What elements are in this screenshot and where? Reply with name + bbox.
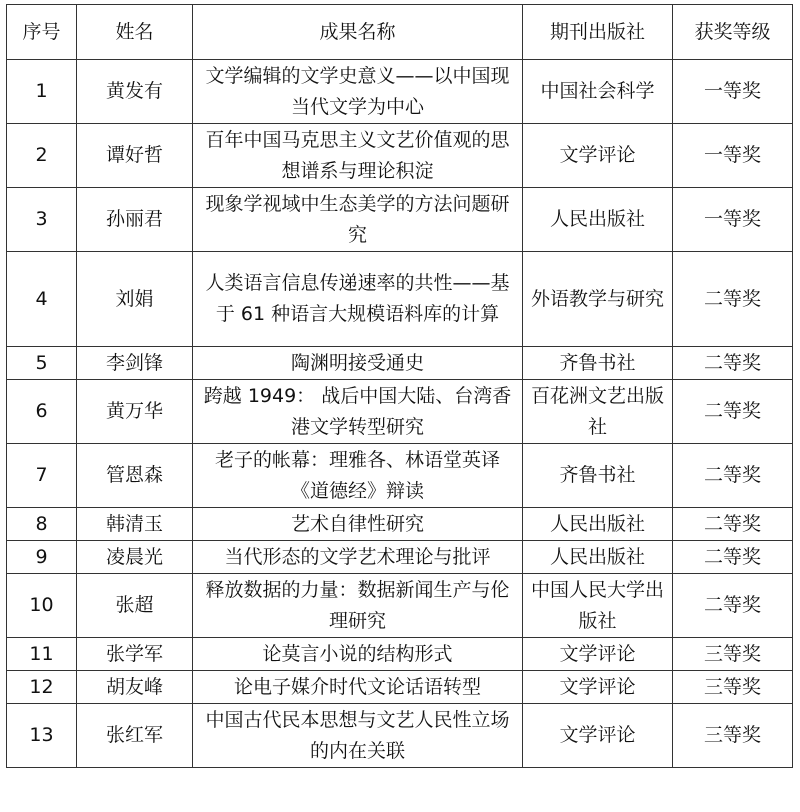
cell-publisher: 人民出版社	[523, 508, 673, 541]
cell-name: 黄万华	[77, 380, 193, 444]
cell-name: 谭好哲	[77, 124, 193, 188]
table-row	[7, 638, 793, 671]
header-name: 姓名	[77, 5, 193, 60]
cell-title: 文学编辑的文学史意义——以中国现当代文学为中心	[193, 60, 523, 124]
cell-no: 3	[7, 188, 77, 252]
awards-table	[6, 4, 793, 768]
cell-level: 三等奖	[673, 704, 793, 768]
table-row	[7, 444, 793, 508]
cell-no: 5	[7, 347, 77, 380]
cell-title: 老子的帐幕：理雅各、林语堂英译《道德经》辩读	[193, 444, 523, 508]
cell-name: 张超	[77, 574, 193, 638]
cell-level: 三等奖	[673, 638, 793, 671]
cell-publisher: 外语教学与研究	[523, 252, 673, 347]
cell-publisher: 中国人民大学出版社	[523, 574, 673, 638]
table-row	[7, 671, 793, 704]
cell-name: 张学军	[77, 638, 193, 671]
cell-publisher: 百花洲文艺出版社	[523, 380, 673, 444]
header-row	[7, 5, 793, 60]
cell-publisher: 文学评论	[523, 638, 673, 671]
table-header	[7, 5, 793, 60]
cell-title: 人类语言信息传递速率的共性——基于 61 种语言大规模语料库的计算	[193, 252, 523, 347]
cell-name: 管恩森	[77, 444, 193, 508]
cell-no: 12	[7, 671, 77, 704]
cell-level: 二等奖	[673, 508, 793, 541]
table-row	[7, 704, 793, 768]
table-row	[7, 380, 793, 444]
cell-title: 释放数据的力量：数据新闻生产与伦理研究	[193, 574, 523, 638]
cell-level: 一等奖	[673, 60, 793, 124]
cell-no: 1	[7, 60, 77, 124]
cell-publisher: 文学评论	[523, 671, 673, 704]
cell-level: 一等奖	[673, 124, 793, 188]
cell-title: 百年中国马克思主义文艺价值观的思想谱系与理论积淀	[193, 124, 523, 188]
cell-publisher: 齐鲁书社	[523, 444, 673, 508]
cell-no: 11	[7, 638, 77, 671]
table-row	[7, 60, 793, 124]
cell-publisher: 齐鲁书社	[523, 347, 673, 380]
cell-name: 刘娟	[77, 252, 193, 347]
table-row	[7, 574, 793, 638]
cell-level: 二等奖	[673, 574, 793, 638]
cell-no: 7	[7, 444, 77, 508]
table-row	[7, 347, 793, 380]
table-row	[7, 124, 793, 188]
cell-level: 一等奖	[673, 188, 793, 252]
cell-level: 二等奖	[673, 541, 793, 574]
cell-no: 8	[7, 508, 77, 541]
cell-no: 13	[7, 704, 77, 768]
cell-title: 论莫言小说的结构形式	[193, 638, 523, 671]
cell-no: 4	[7, 252, 77, 347]
cell-title: 论电子媒介时代文论话语转型	[193, 671, 523, 704]
cell-publisher: 文学评论	[523, 704, 673, 768]
header-no: 序号	[7, 5, 77, 60]
cell-name: 孙丽君	[77, 188, 193, 252]
table-row	[7, 252, 793, 347]
cell-no: 10	[7, 574, 77, 638]
cell-name: 黄发有	[77, 60, 193, 124]
table-row	[7, 508, 793, 541]
cell-title: 陶渊明接受通史	[193, 347, 523, 380]
cell-level: 二等奖	[673, 380, 793, 444]
header-publisher: 期刊出版社	[523, 5, 673, 60]
cell-no: 9	[7, 541, 77, 574]
cell-title: 当代形态的文学艺术理论与批评	[193, 541, 523, 574]
table-row	[7, 188, 793, 252]
cell-publisher: 人民出版社	[523, 188, 673, 252]
table-row	[7, 541, 793, 574]
cell-level: 二等奖	[673, 252, 793, 347]
cell-no: 2	[7, 124, 77, 188]
cell-name: 韩清玉	[77, 508, 193, 541]
cell-title: 现象学视域中生态美学的方法问题研究	[193, 188, 523, 252]
cell-name: 胡友峰	[77, 671, 193, 704]
awards-table-container	[6, 4, 792, 768]
cell-publisher: 人民出版社	[523, 541, 673, 574]
header-title: 成果名称	[193, 5, 523, 60]
cell-name: 张红军	[77, 704, 193, 768]
table-body	[7, 60, 793, 768]
cell-publisher: 文学评论	[523, 124, 673, 188]
cell-title: 艺术自律性研究	[193, 508, 523, 541]
cell-title: 跨越 1949： 战后中国大陆、台湾香港文学转型研究	[193, 380, 523, 444]
header-level: 获奖等级	[673, 5, 793, 60]
cell-name: 李剑锋	[77, 347, 193, 380]
cell-level: 三等奖	[673, 671, 793, 704]
cell-name: 凌晨光	[77, 541, 193, 574]
cell-publisher: 中国社会科学	[523, 60, 673, 124]
cell-level: 二等奖	[673, 347, 793, 380]
cell-level: 二等奖	[673, 444, 793, 508]
cell-no: 6	[7, 380, 77, 444]
cell-title: 中国古代民本思想与文艺人民性立场的内在关联	[193, 704, 523, 768]
